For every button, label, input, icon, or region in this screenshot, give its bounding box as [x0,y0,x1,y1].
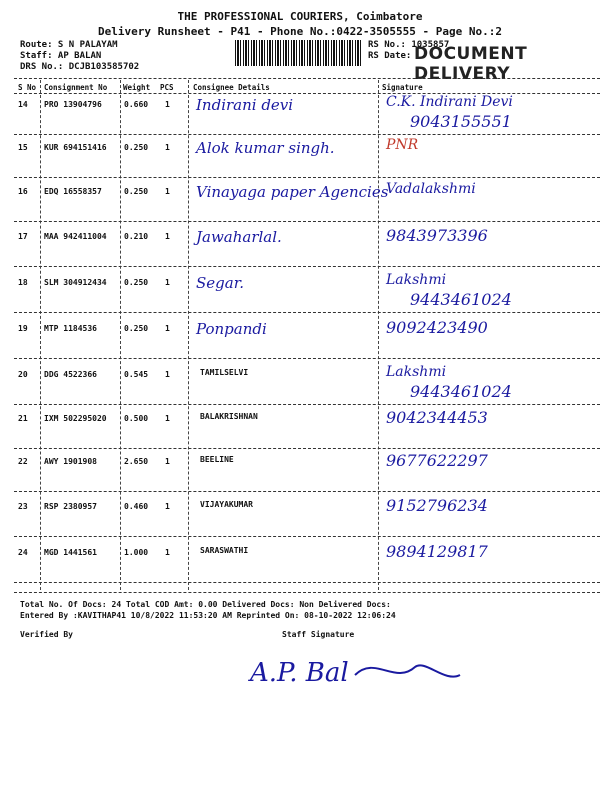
row-weight: 0.250 [124,324,149,333]
rs-no-label: RS No.: 1035857 [368,40,450,50]
row-sno: 20 [18,370,28,379]
row-consignee: BEELINE [200,455,234,464]
staff-signature-image [245,645,475,699]
row-consignment-no: MTP 1184536 [44,324,97,333]
row-signature-phone: 9443461024 [410,382,512,401]
row-divider [14,266,600,267]
row-pcs: 1 [165,100,170,109]
row-pcs: 1 [165,370,170,379]
row-weight: 1.000 [124,548,149,557]
row-pcs: 1 [165,278,170,287]
row-signature: 9042344453 [386,408,488,427]
runsheet-subtitle: Delivery Runsheet - P41 - Phone No.:0422-3505555 - Page No.:2 [98,25,502,38]
row-weight: 0.660 [124,100,149,109]
row-consignment-no: DDG 4522366 [44,370,97,379]
rs-date-label: RS Date: [368,51,412,61]
row-signature-phone: 9443461024 [410,290,512,309]
row-divider [14,221,600,222]
row-consignee-handwritten: Alok kumar singh. [196,139,335,157]
row-consignee: VIJAYAKUMAR [200,500,253,509]
row-divider [14,177,600,178]
row-divider [14,404,600,405]
row-weight: 0.500 [124,414,149,423]
row-weight: 0.545 [124,370,149,379]
row-divider [14,134,600,135]
row-consignee-handwritten: Jawaharlal. [196,228,282,246]
row-sno: 24 [18,548,28,557]
row-signature: PNR [386,137,419,153]
row-pcs: 1 [165,187,170,196]
row-divider [14,491,600,492]
row-signature: Lakshmi [386,272,447,288]
col-header-consignee: Consignee Details [193,83,270,92]
row-pcs: 1 [165,502,170,511]
row-pcs: 1 [165,143,170,152]
row-consignment-no: MGD 1441561 [44,548,97,557]
table-bottom-rule [14,592,600,593]
barcode [235,40,363,66]
row-divider [14,358,600,359]
row-sno: 23 [18,502,28,511]
row-pcs: 1 [165,414,170,423]
row-weight: 0.250 [124,278,149,287]
row-signature-phone: 9043155551 [410,112,512,131]
row-pcs: 1 [165,232,170,241]
svg-text:A.P. Bal: A.P. Bal [250,658,349,688]
row-divider [14,536,600,537]
row-consignee-handwritten: Indirani devi [196,96,294,114]
company-title: THE PROFESSIONAL COURIERS, Coimbatore [177,10,423,23]
col-header-pcs: PCS [160,83,174,92]
row-weight: 2.650 [124,457,149,466]
row-sno: 15 [18,143,28,152]
verified-by-label: Verified By [20,630,73,639]
row-sno: 19 [18,324,28,333]
row-consignment-no: EDQ 16558357 [44,187,102,196]
row-signature: 9894129817 [386,542,488,561]
row-weight: 0.250 [124,187,149,196]
col-header-weight: Weight [123,83,151,92]
row-consignment-no: AWY 1901908 [44,457,97,466]
row-pcs: 1 [165,457,170,466]
row-signature: Vadalakshmi [386,181,476,197]
row-consignment-no: RSP 2380957 [44,502,97,511]
row-divider [14,448,600,449]
row-consignment-no: SLM 304912434 [44,278,107,287]
row-consignee-handwritten: Vinayaga paper Agencies [196,183,389,201]
row-divider [14,312,600,313]
row-pcs: 1 [165,324,170,333]
row-signature: Lakshmi [386,364,447,380]
totals-line: Total No. Of Docs: 24 Total COD Amt: 0.00 Delivered Docs: Non Delivered Docs: [20,600,391,609]
row-sno: 21 [18,414,28,423]
row-consignee-handwritten: Ponpandi [196,320,267,338]
col-header-sno: S No [18,83,37,92]
staff-label: Staff: AP BALAN [20,51,102,61]
staff-signature-scribble [245,645,475,695]
row-consignment-no: IXM 502295020 [44,414,107,423]
row-sno: 18 [18,278,28,287]
row-consignee-handwritten: Segar. [196,274,244,292]
row-sno: 16 [18,187,28,196]
row-signature: 9843973396 [386,226,488,245]
col-divider [120,80,121,590]
row-signature: 9677622297 [386,451,488,470]
drs-label: DRS No.: DCJB103585702 [20,62,140,72]
row-signature: 9092423490 [386,318,488,337]
table-top-rule [14,78,600,79]
row-sno: 17 [18,232,28,241]
row-sno: 22 [18,457,28,466]
row-consignment-no: PRO 13904796 [44,100,102,109]
row-weight: 0.210 [124,232,149,241]
row-weight: 0.250 [124,143,149,152]
col-header-signature: Signature [382,83,423,92]
staff-signature-label: Staff Signature [282,630,355,639]
col-header-consignment: Consignment No [44,83,108,92]
row-signature: 9152796234 [386,496,488,515]
col-divider [40,80,41,590]
entered-by-line: Entered By :KAVITHAP41 10/8/2022 11:53:20 AM Reprinted On: 08-10-2022 12:06:24 [20,611,396,620]
row-consignment-no: MAA 942411004 [44,232,107,241]
col-divider [188,80,189,590]
row-sno: 14 [18,100,28,109]
row-consignee: SARASWATHI [200,546,249,555]
row-consignee: BALAKRISHNAN [200,412,258,421]
route-label: Route: S N PALAYAM [20,40,118,50]
row-signature: C.K. Indirani Devi [386,94,513,110]
row-divider [14,582,600,583]
row-pcs: 1 [165,548,170,557]
row-weight: 0.460 [124,502,149,511]
document-delivery-stamp: DOCUMENT DELIVERY [414,44,528,84]
row-consignment-no: KUR 694151416 [44,143,107,152]
row-consignee: TAMILSELVI [200,368,249,377]
col-divider [378,80,379,590]
